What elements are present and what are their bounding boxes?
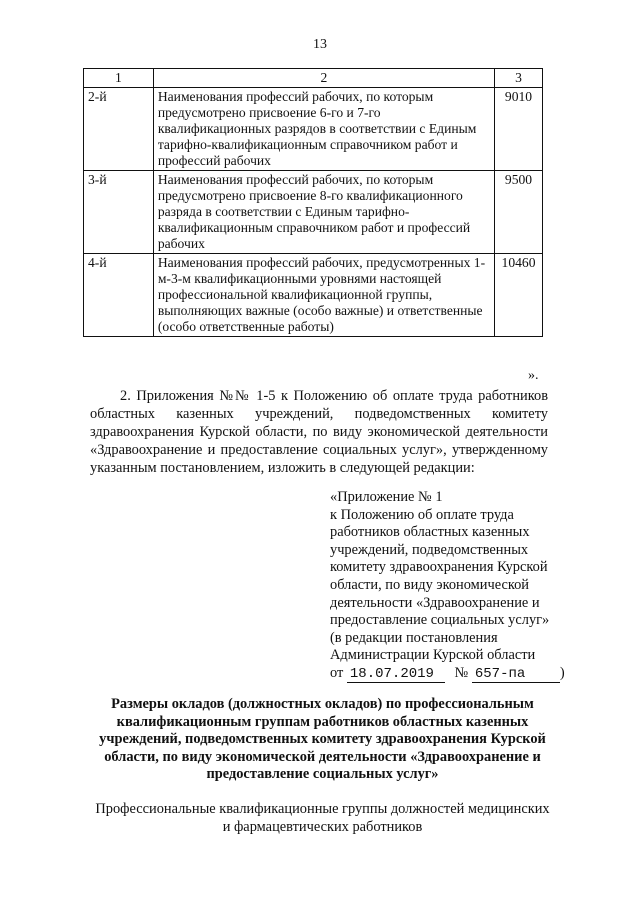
appendix-line: к Положению об оплате труда bbox=[330, 506, 514, 523]
resolution-number: 657-па bbox=[472, 667, 560, 683]
profession-description: Наименования профессий рабочих, по которым предусмотрено присвоение 8-го квалификационного разряда в соответствии с Единым тарифно-квалификационным справочником работ и профессий рабочих bbox=[153, 171, 494, 254]
column-header: 3 bbox=[495, 69, 543, 88]
appendix-line: «Приложение № 1 bbox=[330, 489, 443, 505]
qualification-level: 2-й bbox=[84, 88, 154, 171]
appendix-line: деятельности «Здравоохранение и bbox=[330, 594, 540, 611]
column-header: 1 bbox=[84, 69, 154, 88]
profession-description: Наименования профессий рабочих, предусмотренных 1-м-3-м квалификационными уровнями настоящей профессиональной квалификационной группы, выполняющих важные (особо важные) и ответственные (особо ответственные работы) bbox=[153, 254, 494, 337]
salary-value: 9500 bbox=[495, 171, 543, 254]
appendix-line: работников областных казенных bbox=[330, 524, 530, 541]
appendix-line: Администрации Курской области bbox=[330, 647, 536, 664]
salary-value: 10460 bbox=[495, 254, 543, 337]
number-prefix: № bbox=[454, 664, 469, 681]
table-row bbox=[84, 88, 543, 171]
resolution-date-line bbox=[330, 665, 565, 683]
resolution-date: 18.07.2019 bbox=[347, 667, 445, 683]
date-prefix: от bbox=[330, 664, 344, 681]
amendment-paragraph: 2. Приложения №№ 1-5 к Положению об оплате труда работников областных казенных учреждений, подведомственных комитету здравоохранения Курской области, по виду экономической деятельности «Здравоохранение и предоставление социальных услуг», утвержденному указанным постановлением, изложить в следующей редакции: bbox=[90, 388, 548, 476]
appendix-line: учреждений, подведомственных bbox=[330, 541, 529, 558]
qualification-table bbox=[83, 68, 543, 337]
profession-description: Наименования профессий рабочих, по которым предусмотрено присвоение 6-го и 7-го квалификационных разрядов в соответствии с Единым тарифно-квалификационным справочником работ и профессий рабочих bbox=[153, 88, 494, 171]
appendix-line: комитету здравоохранения Курской bbox=[330, 559, 548, 576]
salary-value: 9010 bbox=[495, 88, 543, 171]
appendix-header bbox=[330, 489, 565, 683]
column-header: 2 bbox=[153, 69, 494, 88]
section-title: Размеры окладов (должностных окладов) по профессиональным квалификационным группам работников областных казенных учреждений, подведомственных комитету здравоохранения Курской области, по виду экономической деятельности «Здравоохранение и предоставление социальных услуг» bbox=[99, 696, 546, 783]
qualification-level: 4-й bbox=[84, 254, 154, 337]
appendix-line: области, по виду экономической bbox=[330, 576, 529, 593]
page-number: 13 bbox=[313, 37, 327, 52]
closing-quote: ». bbox=[528, 368, 539, 383]
qualification-level: 3-й bbox=[84, 171, 154, 254]
appendix-line: (в редакции постановления bbox=[330, 629, 498, 646]
appendix-line: предоставление социальных услуг» bbox=[330, 612, 550, 629]
table-row bbox=[84, 254, 543, 337]
table-row bbox=[84, 171, 543, 254]
table-header-row bbox=[84, 69, 543, 88]
section-subtitle: Профессиональные квалификационные группы должностей медицинских и фармацевтических работников bbox=[95, 801, 550, 835]
date-suffix: ) bbox=[559, 664, 565, 681]
